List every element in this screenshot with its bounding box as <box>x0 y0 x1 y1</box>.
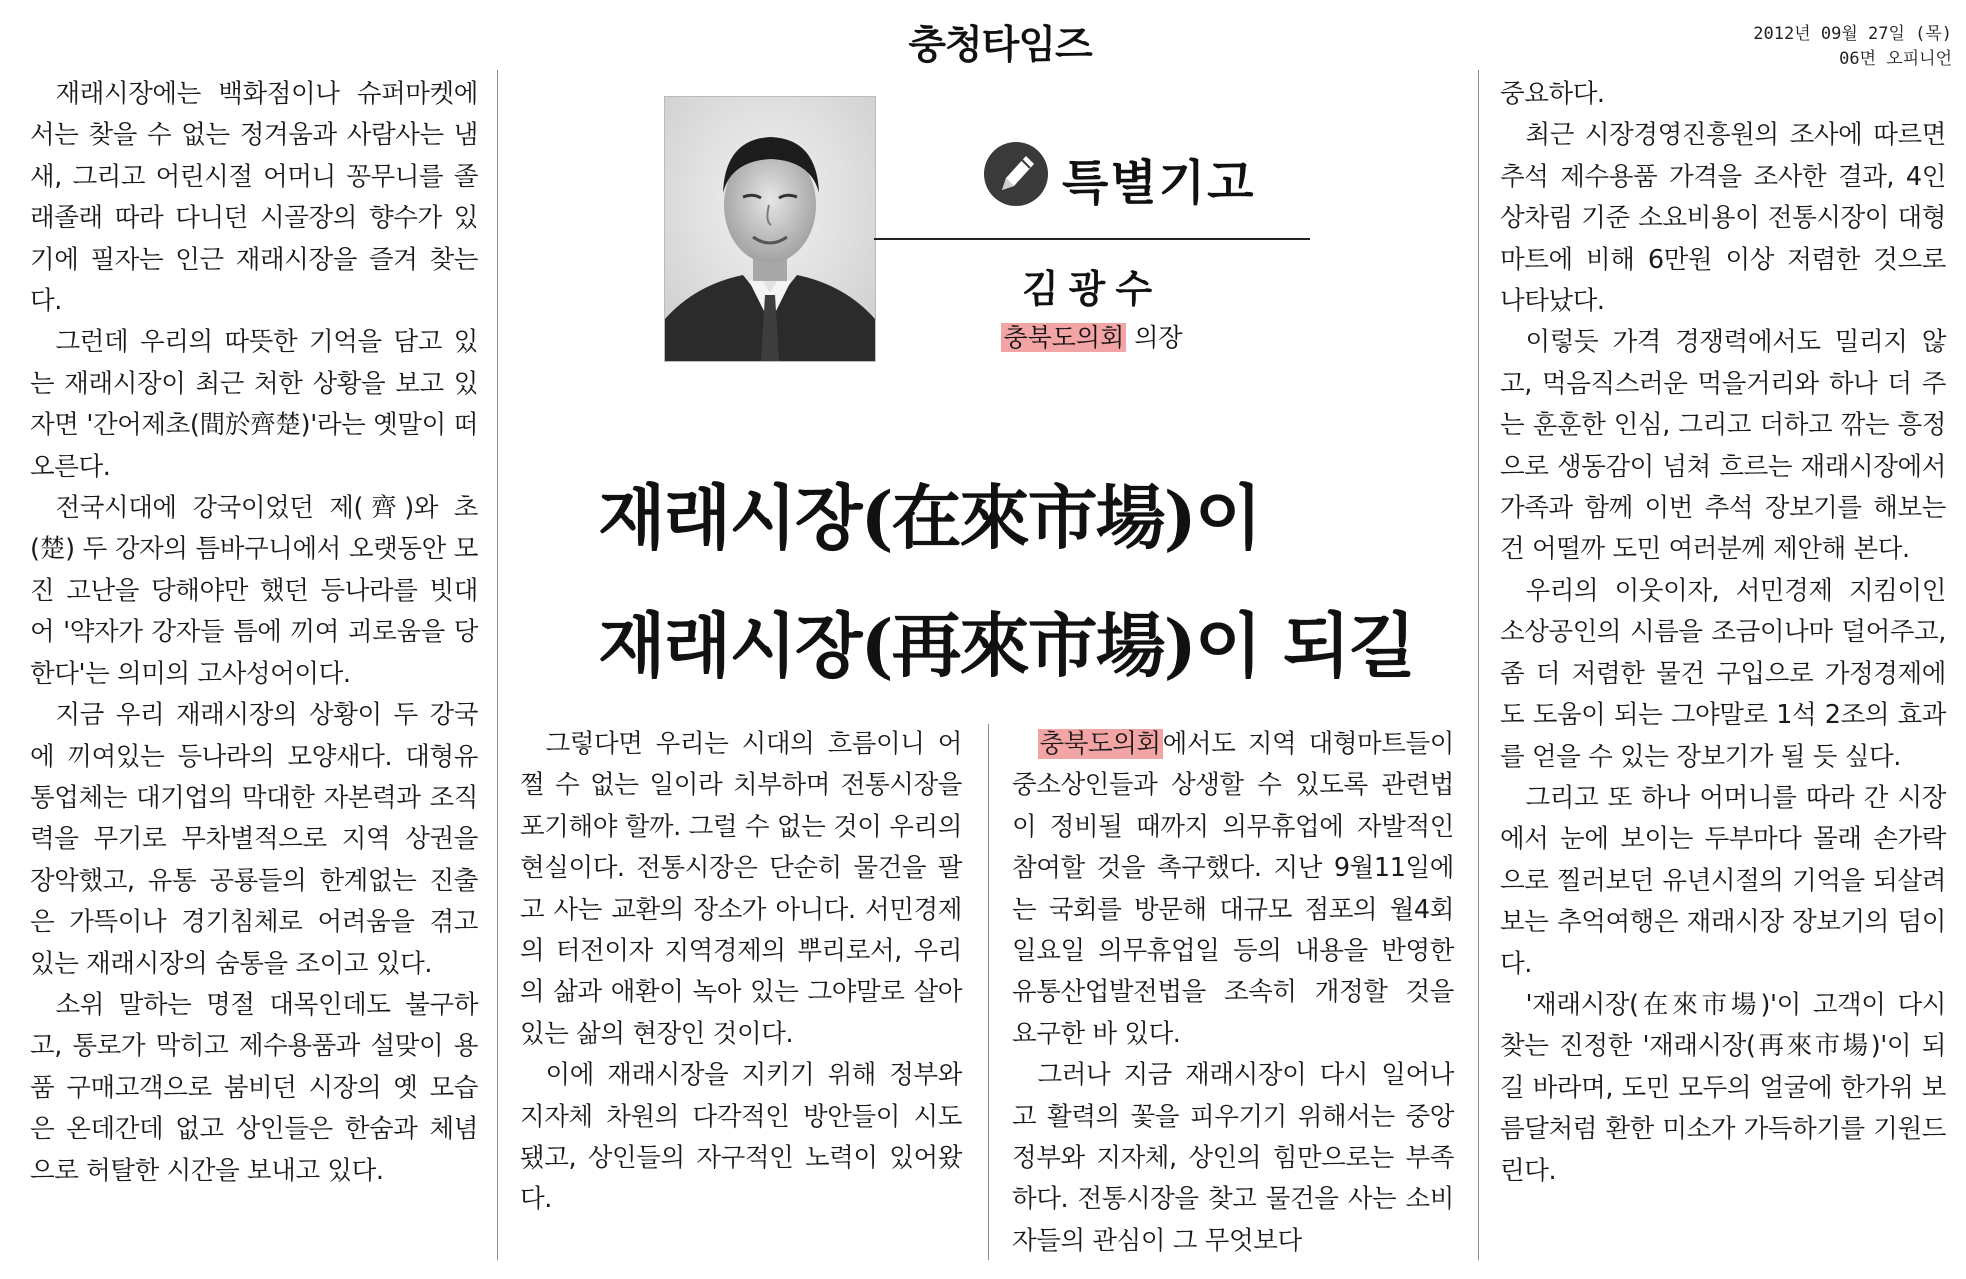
article-column-1 <box>30 74 478 1192</box>
column-divider <box>1478 70 1479 1260</box>
paragraph: 우리의 이웃이자, 서민경제 지킴이인 소상공인의 시름을 조금이나마 덜어주고, 좀 더 저렴한 물건 구입으로 가정경제에도 도움이 되는 그야말로 1석 2조의 효과를 얻을 수 있는 장보기가 될 듯 싶다. <box>1500 575 1946 772</box>
paragraph: 재래시장에는 백화점이나 슈퍼마켓에서는 찾을 수 없는 정겨움과 사람사는 냄새, 그리고 어린시절 어머니 꽁무니를 졸래졸래 따라 다니던 시골장의 향수가 있기에 필자는 인근 재래시장을 즐겨 찾는다. <box>30 79 478 317</box>
paragraph-continued: 중요하다. <box>1500 79 1605 109</box>
author-affiliation <box>874 318 1310 354</box>
pen-icon <box>982 140 1050 208</box>
special-contribution-label: 특별기고 <box>1062 155 1256 211</box>
paragraph <box>1012 724 1454 1055</box>
paragraph: 최근 시장경영진흥원의 조사에 따르면 추석 제수용품 가격을 조사한 결과, 4인 상차림 기준 소요비용이 전통시장이 대형마트에 비해 6만원 이상 저렴한 것으로 나타났다. <box>1500 120 1946 317</box>
paragraph: '재래시장(在來市場)'이 고객이 다시 찾는 진정한 '재래시장(再來市場)'이 되길 바라며, 도민 모두의 얼굴에 한가위 보름달처럼 환한 미소가 가득하기를 기원드린다. <box>1500 989 1946 1186</box>
article-column-4 <box>1500 74 1946 1192</box>
author-title: 의장 <box>1134 323 1183 352</box>
issue-date: 2012년 09월 27일 (목) <box>1753 24 1952 44</box>
paragraph: 그렇다면 우리는 시대의 흐름이니 어쩔 수 없는 일이라 치부하며 전통시장을 포기해야 할까. 그럴 수 없는 것이 우리의 현실이다. 전통시장은 단순히 물건을 팔고 사는 교환의 장소가 아니다. 서민경제의 터전이자 지역경제의 뿌리로서, 우리의 삶과 애환이 녹아 있는 그야말로 살아있는 삶의 현장인 것이다. <box>520 729 962 1049</box>
article-column-2 <box>520 724 962 1221</box>
highlighted-org: 충북도의회 <box>1039 729 1161 759</box>
paragraph: 전국시대에 강국이었던 제(齊)와 초(楚) 두 강자의 틈바구니에서 오랫동안 모진 고난을 당해야만 했던 등나라를 빗대어 '약자가 강자들 틈에 끼여 괴로움을 당한다'는 의미의 고사성어이다. <box>30 493 478 689</box>
portrait-image <box>665 97 875 361</box>
headline-line-1: 재래시장(在來市場)이 <box>598 476 1261 559</box>
paragraph-text: 에서도 지역 대형마트들이 중소상인들과 상생할 수 있도록 관련법이 정비될 때까지 의무휴업에 자발적인 참여할 것을 촉구했다. 지난 9월11일에는 국회를 방문해 대규모 점포의 월4회 일요일 의무휴업일 등의 내용을 반영한 유통산업발전법을 조속히 개정할 것을 요구한 바 있다. <box>1012 729 1454 1049</box>
byline-rule <box>874 238 1310 240</box>
dateline <box>1753 22 1952 72</box>
column-divider <box>988 724 989 1260</box>
author-name: 김광수 <box>1021 267 1163 311</box>
paragraph: 지금 우리 재래시장의 상황이 두 강국에 끼여있는 등나라의 모양새다. 대형유통업체는 대기업의 막대한 자본력과 조직력을 무기로 무차별적으로 지역 상권을 장악했고, 유통 공룡들의 한계없는 진출은 가뜩이나 경기침체로 어려움을 겪고 있는 재래시장의 숨통을 조이고 있다. <box>30 700 478 979</box>
masthead: 충청타임즈 <box>908 23 1092 68</box>
paragraph: 그러나 지금 재래시장이 다시 일어나고 활력의 꽃을 피우기기 위해서는 중앙정부와 지자체, 상인의 힘만으로는 부족하다. 전통시장을 찾고 물건을 사는 소비자들의 관심이 그 무엇보다 <box>1012 1060 1454 1256</box>
paragraph: 그리고 또 하나 어머니를 따라 간 시장에서 눈에 보이는 두부마다 몰래 손가락으로 찔러보던 유년시절의 기억을 되살려보는 추억여행은 재래시장 장보기의 덤이다. <box>1500 782 1946 979</box>
article-column-3 <box>1012 724 1454 1262</box>
paragraph: 그런데 우리의 따뜻한 기억을 담고 있는 재래시장이 최근 처한 상황을 보고 있자면 '간어제초(間於齊楚)'라는 옛말이 떠오른다. <box>30 327 478 482</box>
author-portrait <box>664 96 876 362</box>
section-page: 06면 오피니언 <box>1839 49 1952 69</box>
headline-line-2: 재래시장(再來市場)이 되길 <box>598 604 1414 687</box>
paragraph: 이렇듯 가격 경쟁력에서도 밀리지 않고, 먹음직스러운 먹을거리와 하나 더 주는 훈훈한 인심, 그리고 더하고 깎는 흥정으로 생동감이 넘쳐 흐르는 재래시장에서 가족과 함께 이번 추석 장보기를 해보는 건 어떨까 도민 여러분께 제안해 본다. <box>1500 327 1946 565</box>
column-divider <box>497 70 498 1260</box>
paragraph: 이에 재래시장을 지키기 위해 정부와 지자체 차원의 다각적인 방안들이 시도됐고, 상인들의 자구적인 노력이 있어왔다. <box>520 1060 962 1215</box>
author-org: 충북도의회 <box>1003 323 1125 352</box>
paragraph: 소위 말하는 명절 대목인데도 불구하고, 통로가 막히고 제수용품과 설맞이 용품 구매고객으로 붐비던 시장의 옛 모습은 온데간데 없고 상인들은 한숨과 체념으로 허탈한 시간을 보내고 있다. <box>30 989 478 1186</box>
